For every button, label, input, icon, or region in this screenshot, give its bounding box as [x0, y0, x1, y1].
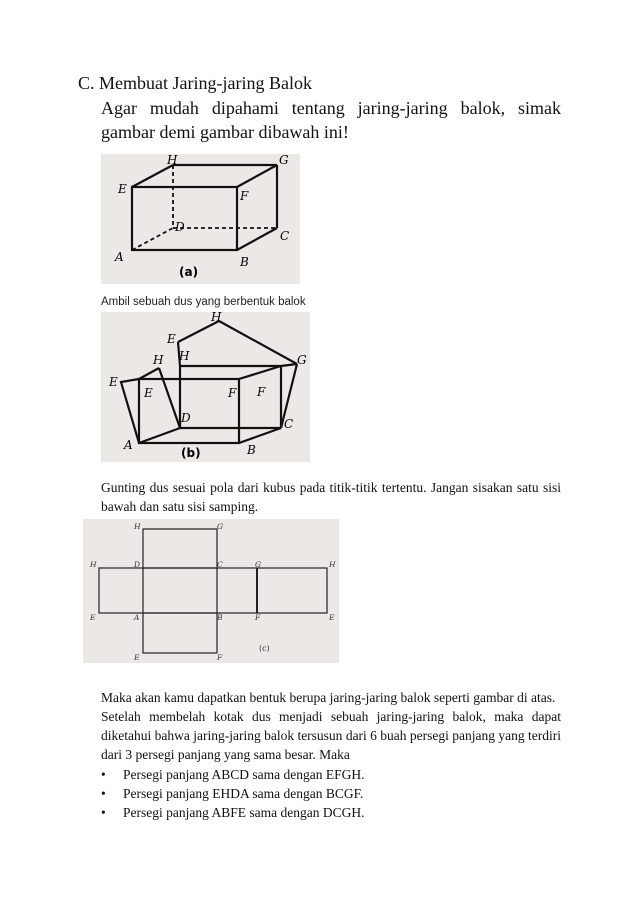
label-f: F	[240, 189, 249, 203]
label-f-right: F	[257, 385, 266, 399]
label-e-top: E	[167, 332, 176, 346]
label-h-top: H	[211, 312, 222, 324]
list-item: • Persegi panjang ABCD sama dengan EFGH.	[101, 765, 561, 784]
figure-b-open-box	[101, 312, 310, 462]
net-label-a: A	[134, 613, 140, 622]
label-c: C	[284, 417, 294, 431]
net-label-g-mid: G	[255, 560, 261, 569]
net-label-c: C	[217, 560, 223, 569]
label-d: D	[181, 411, 191, 425]
label-g: G	[297, 353, 307, 367]
figure-c-caption: (c)	[259, 644, 270, 653]
net-label-b: B	[217, 613, 223, 622]
list-item: • Persegi panjang ABFE sama dengan DCGH.	[101, 803, 561, 822]
label-b: B	[247, 443, 256, 457]
net-label-h-right: H	[329, 560, 336, 569]
label-b: B	[240, 255, 249, 269]
net-label-h-top: H	[134, 522, 141, 531]
list-item: • Persegi panjang EHDA sama dengan BCGF.	[101, 784, 561, 803]
intro-paragraph: Agar mudah dipahami tentang jaring-jaring balok, simak gambar demi gambar dibawah ini!	[101, 98, 561, 142]
net-label-f-mid: F	[255, 613, 261, 622]
result-paragraph	[101, 688, 561, 764]
label-e-front: E	[144, 386, 153, 400]
net-label-g-top: G	[217, 522, 223, 531]
label-h-left: H	[153, 353, 164, 367]
label-a: A	[115, 250, 124, 264]
label-h: H	[167, 154, 178, 167]
figure-a-caption: (a)	[179, 265, 199, 279]
label-e-left: E	[109, 375, 118, 389]
label-g: G	[279, 154, 289, 167]
net-label-h-left: H	[90, 560, 97, 569]
figure-c-net	[83, 519, 339, 663]
net-label-e-left: E	[90, 613, 96, 622]
result-line-1: Maka akan kamu dapatkan bentuk berupa jaring-jaring balok seperti gambar di atas.	[101, 690, 556, 705]
label-a: A	[124, 438, 133, 452]
bullet-list	[101, 765, 561, 822]
label-e: E	[118, 182, 127, 196]
instruction-paragraph: Gunting dus sesuai pola dari kubus pada titik-titik tertentu. Jangan sisakan satu sisi bawah dan satu sisi samping.	[101, 480, 561, 514]
label-h-back: H	[179, 349, 190, 363]
label-f-front: F	[228, 386, 237, 400]
label-d: D	[175, 220, 185, 234]
label-c: C	[280, 229, 290, 243]
net-label-e-bottom: E	[134, 653, 140, 662]
net-label-d: D	[134, 560, 141, 569]
figure-b-caption: (b)	[181, 446, 201, 460]
figure-a-cuboid	[101, 154, 300, 284]
result-line-2: Setelah membelah kotak dus menjadi sebuah jaring-jaring balok, maka dapat diketahui bahwa jaring-jaring balok tersusun dari 6 buah persegi panjang yang terdiri dari 3 persegi panjang yang sama besar. Maka	[101, 709, 561, 762]
figure-b-caption-above: Ambil sebuah dus yang berbentuk balok	[101, 296, 306, 308]
section-heading: C. Membuat Jaring-jaring Balok	[78, 73, 312, 93]
net-label-f-bottom: F	[217, 653, 223, 662]
net-label-e-right: E	[329, 613, 335, 622]
